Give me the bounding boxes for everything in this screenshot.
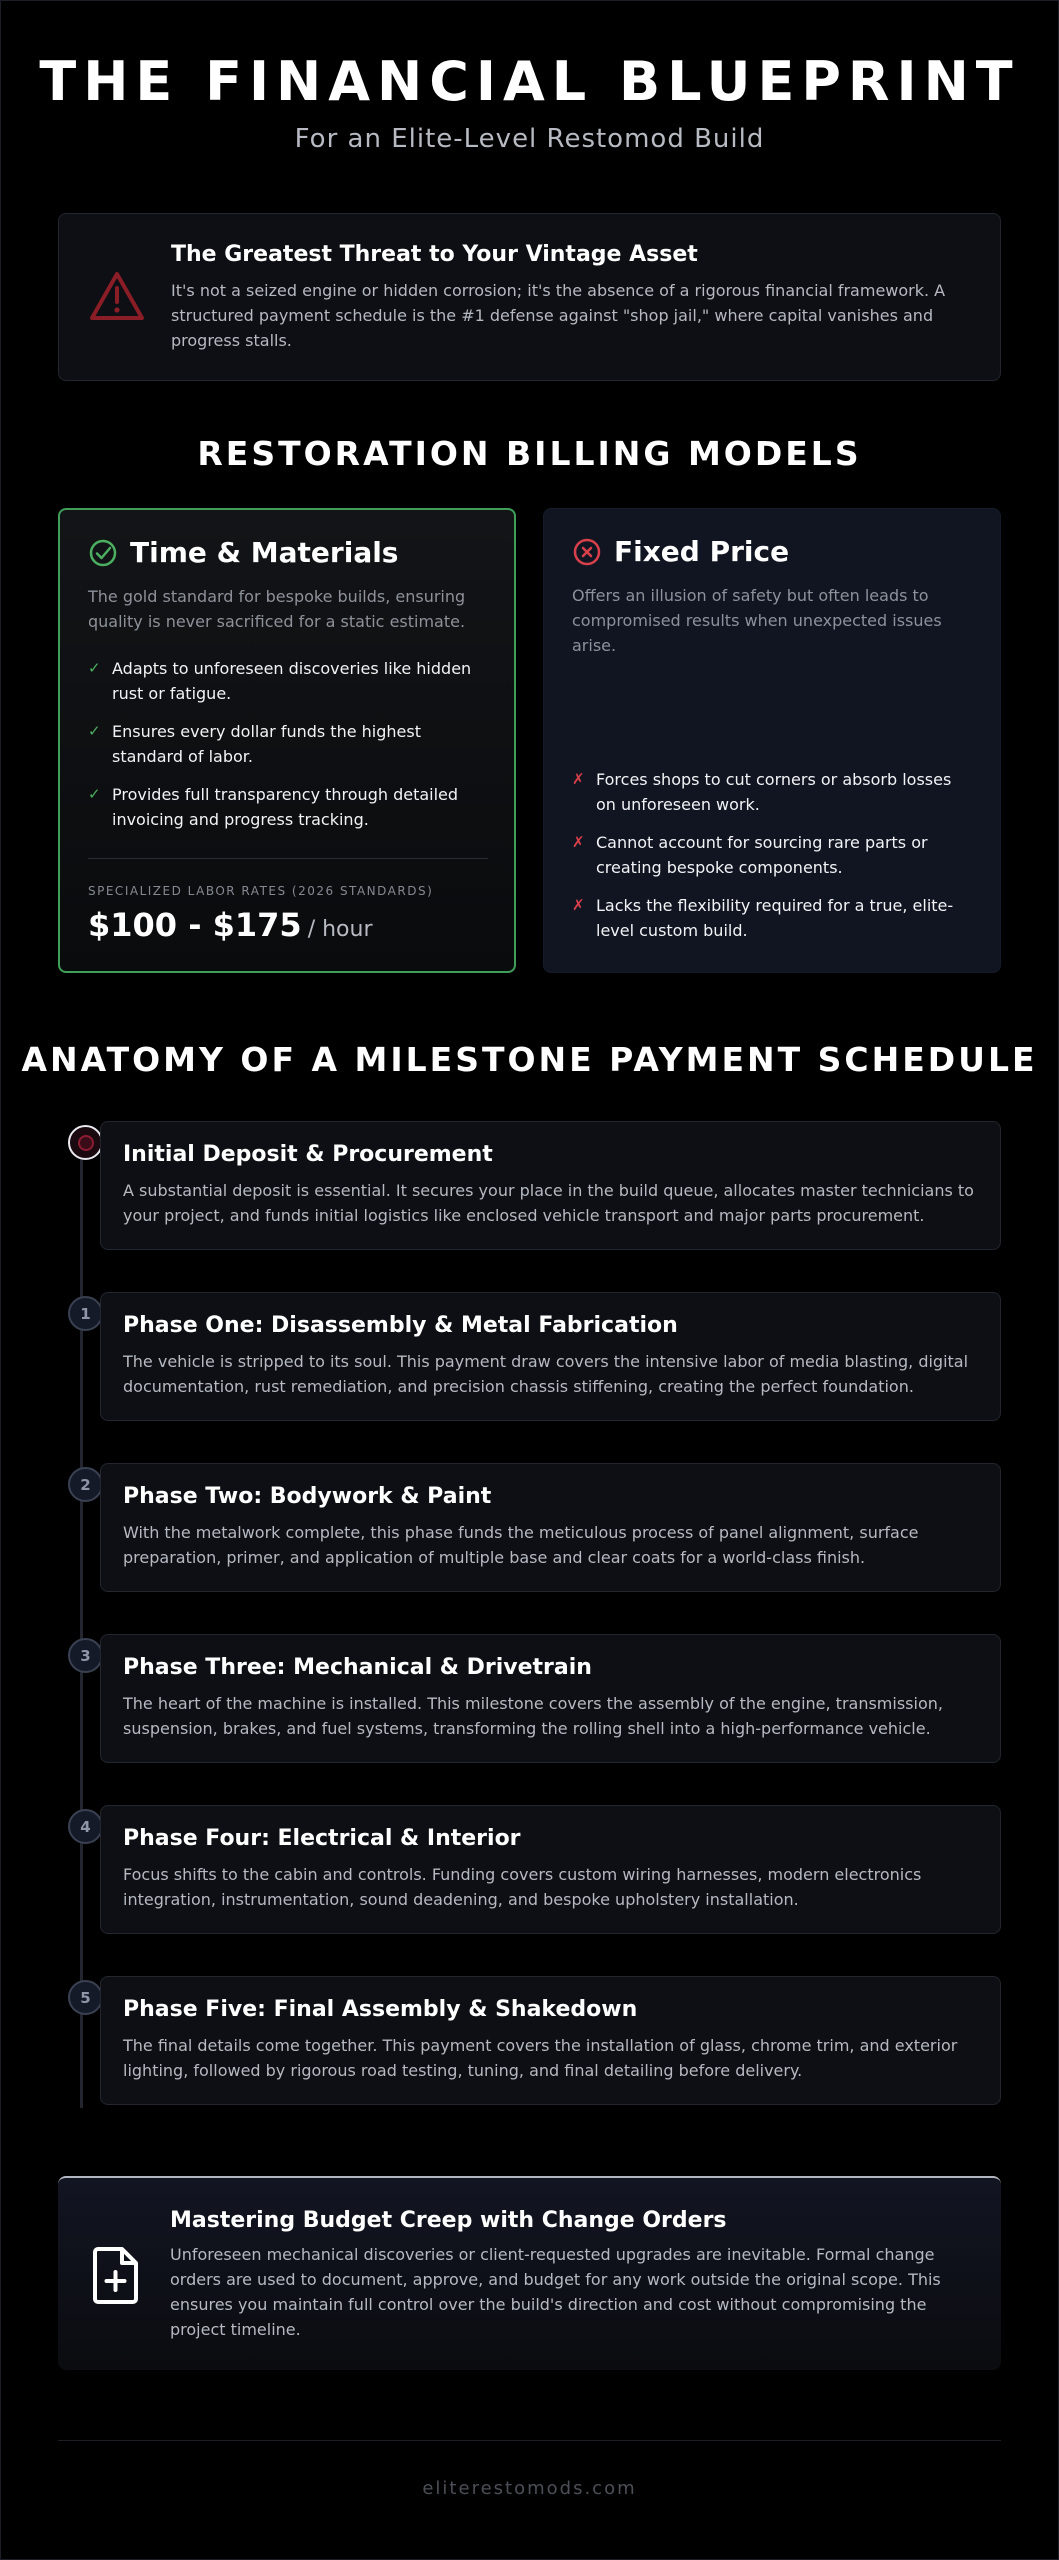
- file-plus-icon: [92, 2246, 140, 2304]
- milestone-number: 3: [68, 1638, 103, 1673]
- milestone-text: With the metalwork complete, this phase funds the meticulous process of panel alignment, surface preparation, primer, and application of multiple base and clear coats for a world-class finish.: [123, 1523, 919, 1567]
- change-orders-text: Unforeseen mechanical discoveries or client-requested upgrades are inevitable. Formal change orders are used to document, approve, and budget for any work outside the original scope. This ensures you maintain full control over the build's direction and cost without compromising the project timeline.: [170, 2245, 941, 2339]
- milestone-card: [100, 1292, 1001, 1421]
- benefit-item: ✓ Adapts to unforeseen discoveries like hidden rust or fatigue.: [88, 656, 488, 706]
- x-circle-icon: [572, 537, 602, 567]
- milestone-number: 5: [68, 1980, 103, 2015]
- milestone-card: [100, 1976, 1001, 2105]
- drawback-item: ✗ Lacks the flexibility required for a true, elite-level custom build.: [572, 893, 972, 943]
- milestone-text: The heart of the machine is installed. This milestone covers the assembly of the engine, transmission, suspension, brakes, and fuel systems, transforming the rolling shell into a high-performance vehicle.: [123, 1694, 943, 1738]
- time-materials-description: The gold standard for bespoke builds, ensuring quality is never sacrificed for a static estimate.: [88, 587, 466, 631]
- time-materials-title: Time & Materials: [130, 536, 399, 569]
- drawback-item: ✗ Cannot account for sourcing rare parts or creating bespoke components.: [572, 830, 972, 880]
- milestone-title: Phase Two: Bodywork & Paint: [123, 1484, 492, 1509]
- milestone-title: Initial Deposit & Procurement: [123, 1142, 493, 1167]
- milestone-number: 4: [68, 1809, 103, 1844]
- check-mark-icon: ✓: [88, 659, 101, 677]
- threat-title: The Greatest Threat to Your Vintage Asset: [171, 242, 698, 267]
- footer-domain-link[interactable]: eliterestomods.com: [422, 2478, 637, 2499]
- billing-section-title: RESTORATION BILLING MODELS: [197, 434, 862, 473]
- check-circle-icon: [88, 538, 118, 568]
- page-subtitle: For an Elite-Level Restomod Build: [294, 124, 765, 154]
- rate-unit: / hour: [307, 917, 373, 942]
- time-materials-card: [58, 508, 516, 973]
- fixed-price-description: Offers an illusion of safety but often leads to compromised results when unexpected issues arise.: [572, 586, 942, 655]
- benefit-item: ✓ Ensures every dollar funds the highest standard of labor.: [88, 719, 488, 769]
- fixed-price-card: [543, 508, 1001, 973]
- milestone-text: A substantial deposit is essential. It secures your place in the build queue, allocates master technicians to your project, and funds initial logistics like enclosed vehicle transport and major parts procurement.: [123, 1181, 974, 1225]
- rate-divider: [88, 858, 488, 859]
- milestone-text: The final details come together. This payment covers the installation of glass, chrome trim, and exterior lighting, followed by rigorous road testing, tuning, and final detailing before delivery.: [123, 2036, 958, 2080]
- footer-divider: [58, 2440, 1001, 2441]
- threat-text: It's not a seized engine or hidden corrosion; it's the absence of a rigorous financial framework. A structured payment schedule is the #1 defense against "shop jail," where capital vanishes and progress stalls.: [171, 281, 946, 350]
- milestone-number: 1: [68, 1296, 103, 1331]
- milestone-card: [100, 1634, 1001, 1763]
- milestone-text: Focus shifts to the cabin and controls. Funding covers custom wiring harnesses, modern electronics integration, instrumentation, sound deadening, and bespoke upholstery installation.: [123, 1865, 922, 1909]
- drawback-item: ✗ Forces shops to cut corners or absorb losses on unforeseen work.: [572, 767, 972, 817]
- rate-label: SPECIALIZED LABOR RATES (2026 STANDARDS): [88, 884, 434, 898]
- change-orders-callout: [58, 2176, 1001, 2370]
- milestone-card: [100, 1463, 1001, 1592]
- timeline-line: [80, 1142, 83, 2108]
- fixed-price-title: Fixed Price: [614, 535, 790, 568]
- check-mark-icon: ✓: [88, 785, 101, 803]
- x-mark-icon: ✗: [572, 833, 585, 851]
- threat-callout: [58, 213, 1001, 381]
- milestone-title: Phase Three: Mechanical & Drivetrain: [123, 1655, 592, 1680]
- x-mark-icon: ✗: [572, 770, 585, 788]
- deposit-marker-icon: [68, 1125, 103, 1160]
- change-orders-title: Mastering Budget Creep with Change Orders: [170, 2208, 727, 2233]
- benefit-item: ✓ Provides full transparency through detailed invoicing and progress tracking.: [88, 782, 488, 832]
- time-materials-benefits: [88, 656, 488, 845]
- rate-value: $100 - $175 / hour: [88, 906, 373, 944]
- page-title: THE FINANCIAL BLUEPRINT: [39, 50, 1020, 113]
- milestone-title: Phase Four: Electrical & Interior: [123, 1826, 521, 1851]
- milestone-card: [100, 1121, 1001, 1250]
- schedule-section-title: ANATOMY OF A MILESTONE PAYMENT SCHEDULE: [21, 1040, 1038, 1079]
- x-mark-icon: ✗: [572, 896, 585, 914]
- warning-triangle-icon: [89, 270, 145, 322]
- milestone-text: The vehicle is stripped to its soul. This payment draw covers the intensive labor of media blasting, digital documentation, rust remediation, and precision chassis stiffening, creating the perfect foundation.: [123, 1352, 969, 1396]
- milestone-number: 2: [68, 1467, 103, 1502]
- milestone-title: Phase One: Disassembly & Metal Fabrication: [123, 1313, 678, 1338]
- check-mark-icon: ✓: [88, 722, 101, 740]
- milestone-title: Phase Five: Final Assembly & Shakedown: [123, 1997, 638, 2022]
- milestone-card: [100, 1805, 1001, 1934]
- fixed-price-drawbacks: [572, 767, 972, 956]
